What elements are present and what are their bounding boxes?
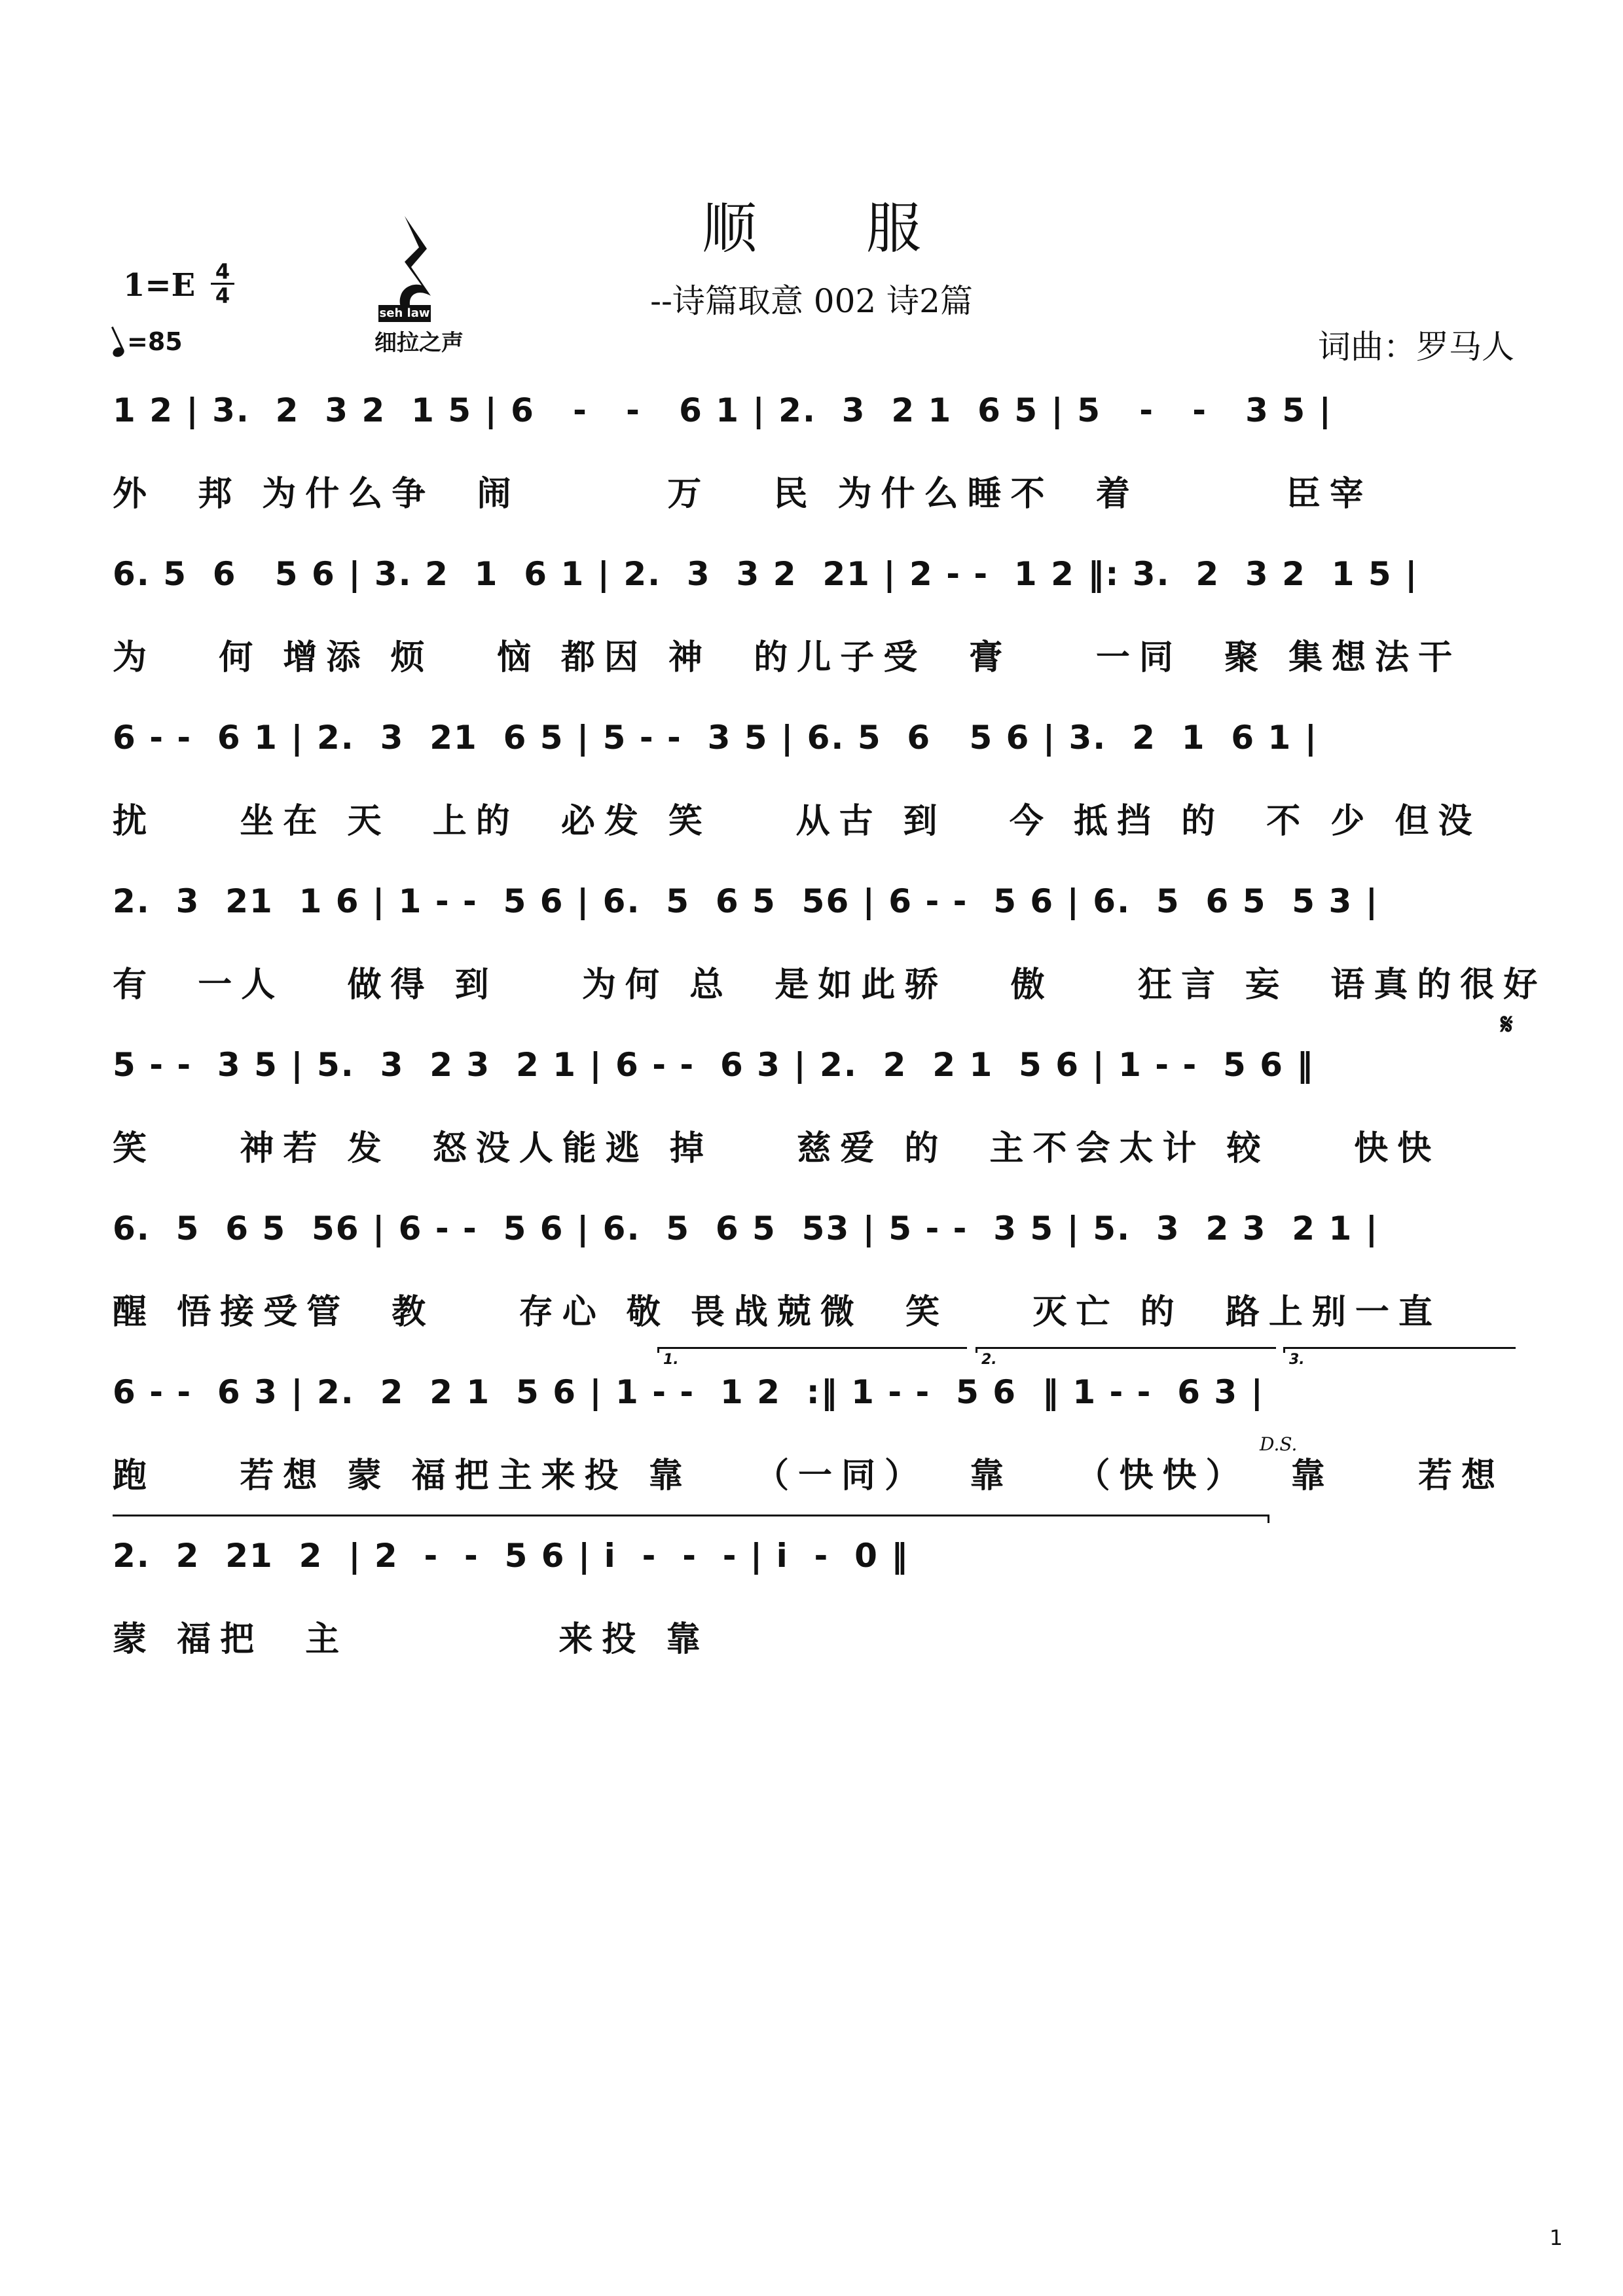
notation-line: 6 - - 6 3 | 2. 2 2 1 5 6 | 1 - - 1 2 :‖ 1 - - 5 6 ‖ 1 - - 6 3 | (113, 1373, 1264, 1411)
song-title: 顺 服 (702, 196, 967, 260)
time-signature-bottom: 4 (211, 283, 234, 307)
volta-bracket-2 (976, 1347, 1276, 1368)
lyric-line: 外 邦 为什么争 闹 万 民 为什么睡不 着 臣宰 (113, 475, 1373, 514)
notation-line: 2. 2 21 2 | 2 - - 5 6 | i - - - | i - 0 ‖ (113, 1537, 909, 1575)
time-signature-top: 4 (215, 259, 230, 284)
tempo-value: =85 (127, 327, 183, 356)
dal-segno-mark: D.S. (1260, 1433, 1298, 1455)
lyric-line: 跑 若想 蒙 福把主来投 靠 （一同） 靠 （快快） 靠 若想 (113, 1456, 1505, 1496)
credit: 词曲：罗马人 (1318, 328, 1514, 366)
quarter-note-icon (111, 346, 126, 359)
lyric-line: 有 一人 做得 到 为何 总 是如此骄 傲 狂言 妄 语真的很好 (113, 965, 1547, 1005)
notation-line: 1 2 | 3. 2 3 2 1 5 | 6 - - 6 1 | 2. 3 2 1 6 5 | 5 - - 3 5 | (113, 391, 1332, 429)
page-number: 1 (1549, 2225, 1563, 2250)
notation-line: 5 - - 3 5 | 5. 3 2 3 2 1 | 6 - - 6 3 | 2. 2 2 1 5 6 | 1 - - 5 6 ‖ (113, 1046, 1315, 1084)
volta-bracket-3 (1283, 1347, 1516, 1368)
lyric-line: 扰 坐在 天 上的 必发 笑 从古 到 今 抵挡 的 不 少 但没 (113, 802, 1482, 841)
song-subtitle: --诗篇取意 002 诗2篇 (650, 282, 973, 320)
coda-bracket (113, 1515, 1269, 1523)
lyric-line: 笑 神若 发 怒没人能逃 掉 慈爱 的 主不会太计 较 快快 (113, 1129, 1441, 1168)
lyric-line: 醒 悟接受管 教 存心 敬 畏战兢微 笑 灭亡 的 路上别一直 (113, 1293, 1442, 1332)
volta-label: 2. (981, 1352, 997, 1368)
lyric-line: 蒙 福把 主 来投 靠 (113, 1620, 710, 1659)
volta-label: 1. (663, 1352, 679, 1368)
segno-sign: 𝄋 (1501, 1008, 1513, 1041)
tempo-marking (113, 327, 183, 356)
volta-label: 3. (1289, 1352, 1305, 1368)
logo-text: 细拉之声 (374, 330, 464, 356)
notation-line: 6. 5 6 5 6 | 3. 2 1 6 1 | 2. 3 3 2 21 | 2 - - 1 2 ‖: 3. 2 3 2 1 5 | (113, 555, 1419, 593)
notation-line: 6. 5 6 5 56 | 6 - - 5 6 | 6. 5 6 5 53 | 5 - - 3 5 | 5. 3 2 3 2 1 | (113, 1210, 1379, 1247)
notation-line: 2. 3 21 1 6 | 1 - - 5 6 | 6. 5 6 5 56 | 6 - - 5 6 | 6. 5 6 5 5 3 | (113, 882, 1379, 920)
logo-tag: seh law (378, 305, 431, 322)
notation-line: 6 - - 6 1 | 2. 3 21 6 5 | 5 - - 3 5 | 6. 5 6 5 6 | 3. 2 1 6 1 | (113, 719, 1318, 757)
key-signature: 1=E (123, 267, 196, 304)
time-signature (211, 260, 234, 307)
lyric-line: 为 何 增添 烦 恼 都因 神 的儿子受 膏 一同 聚 集想法干 (113, 638, 1462, 677)
volta-bracket-1 (657, 1347, 967, 1368)
